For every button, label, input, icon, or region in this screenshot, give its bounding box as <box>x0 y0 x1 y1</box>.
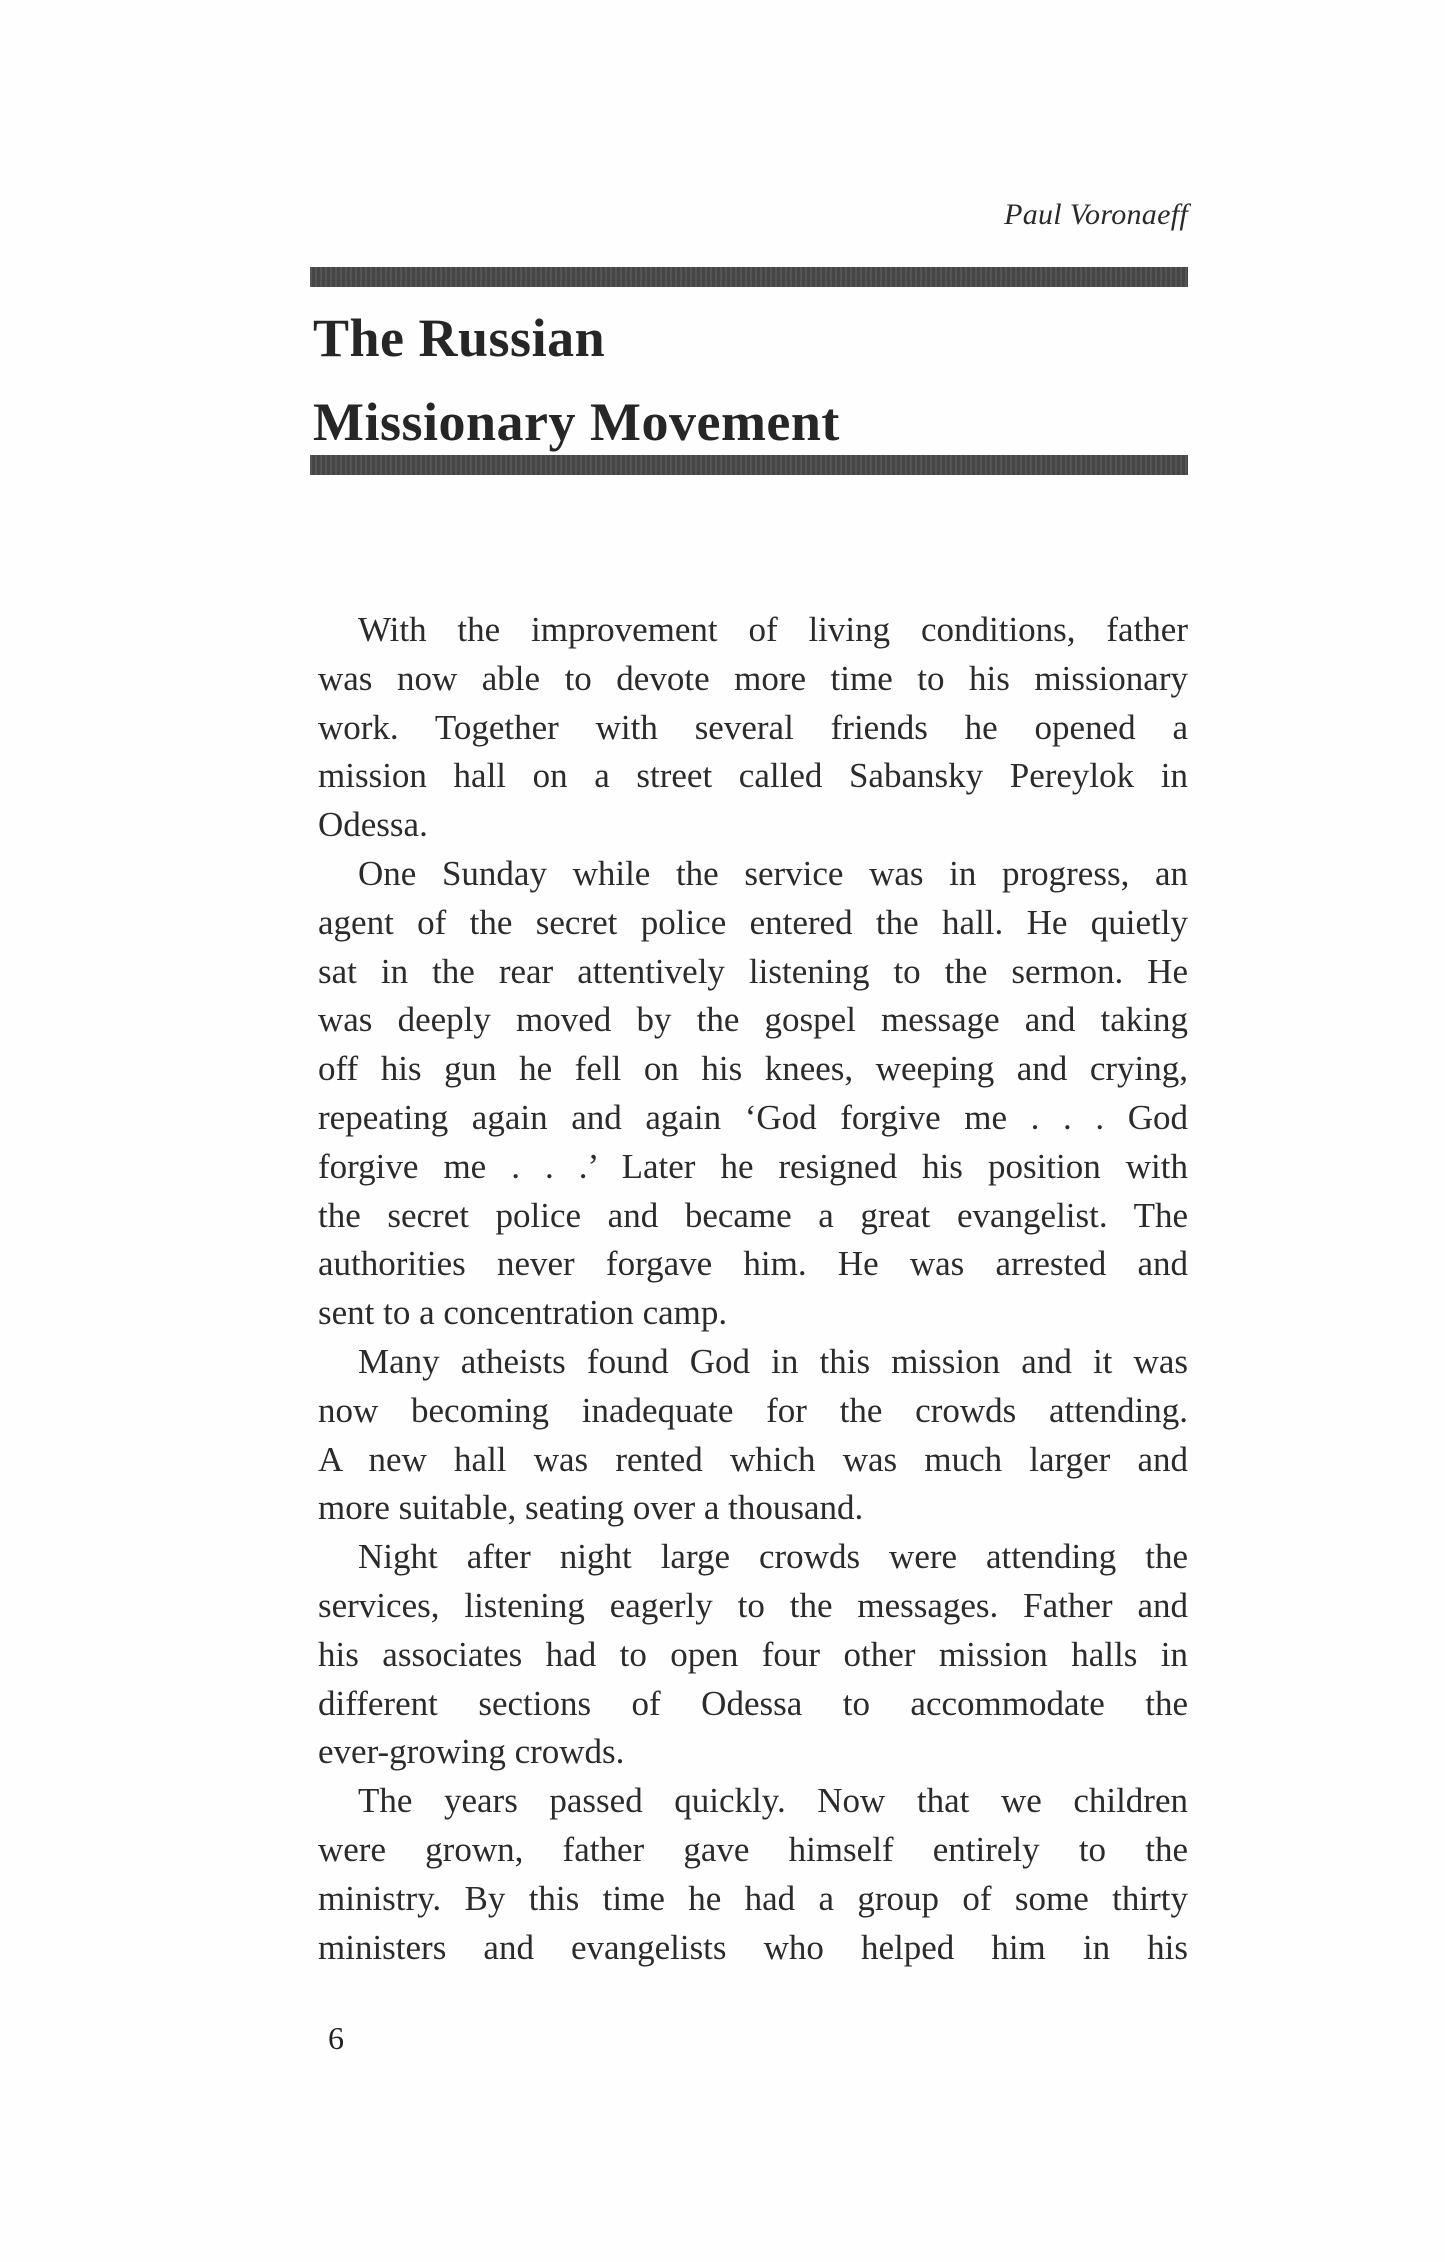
chapter-title <box>313 296 840 464</box>
text-line: were grown, father gave himself entirely to the <box>318 1829 1188 1869</box>
text-line: the secret police and became a great evangelist. The <box>318 1195 1188 1235</box>
text-line: sat in the rear attentively listening to the sermon. He <box>318 951 1188 991</box>
text-line: was deeply moved by the gospel message and taking <box>318 1000 1188 1040</box>
running-head-author: Paul Voronaeff <box>1004 198 1188 231</box>
text-line: work. Together with several friends he opened a <box>318 707 1188 747</box>
text-line: was now able to devote more time to his missionary <box>318 658 1188 698</box>
text-line: now becoming inadequate for the crowds attending. <box>318 1390 1188 1430</box>
text-line: agent of the secret police entered the hall. He quietly <box>318 902 1188 942</box>
title-rule-bottom <box>310 455 1188 475</box>
text-line: more suitable, seating over a thousand. <box>318 1488 864 1528</box>
text-line: services, listening eagerly to the messages. Father and <box>318 1585 1188 1625</box>
text-line: With the improvement of living conditions, father <box>358 610 1188 649</box>
title-rule-top <box>310 267 1188 287</box>
text-line: The years passed quickly. Now that we children <box>358 1781 1188 1821</box>
text-line: ministry. By this time he had a group of some thirty <box>318 1878 1188 1918</box>
text-line: A new hall was rented which was much larger and <box>318 1439 1188 1479</box>
text-line: repeating again and again ‘God forgive me . . . God <box>318 1097 1188 1137</box>
text-line: One Sunday while the service was in progress, an <box>358 853 1188 893</box>
chapter-title-line-2: Missionary Movement <box>313 392 840 452</box>
text-line: off his gun he fell on his knees, weeping and crying, <box>318 1049 1188 1089</box>
text-line: different sections of Odessa to accommodate the <box>318 1683 1188 1723</box>
text-line: ever-growing crowds. <box>318 1732 625 1772</box>
text-line: mission hall on a street called Sabansky Pereylok in <box>318 756 1188 796</box>
text-line: Odessa. <box>318 805 428 845</box>
chapter-title-line-1: The Russian <box>313 308 606 368</box>
text-line: sent to a concentration camp. <box>318 1293 728 1333</box>
text-line: ministers and evangelists who helped him in his <box>318 1927 1188 1967</box>
text-line: Many atheists found God in this mission and it was <box>358 1341 1188 1381</box>
page-number: 6 <box>328 2020 344 2056</box>
text-line: his associates had to open four other mission halls in <box>318 1634 1188 1674</box>
text-line: Night after night large crowds were attending the <box>358 1537 1188 1577</box>
body-text <box>318 606 1188 1972</box>
text-line: forgive me . . .’ Later he resigned his position with <box>318 1146 1188 1186</box>
text-line: authorities never forgave him. He was arrested and <box>318 1244 1188 1284</box>
